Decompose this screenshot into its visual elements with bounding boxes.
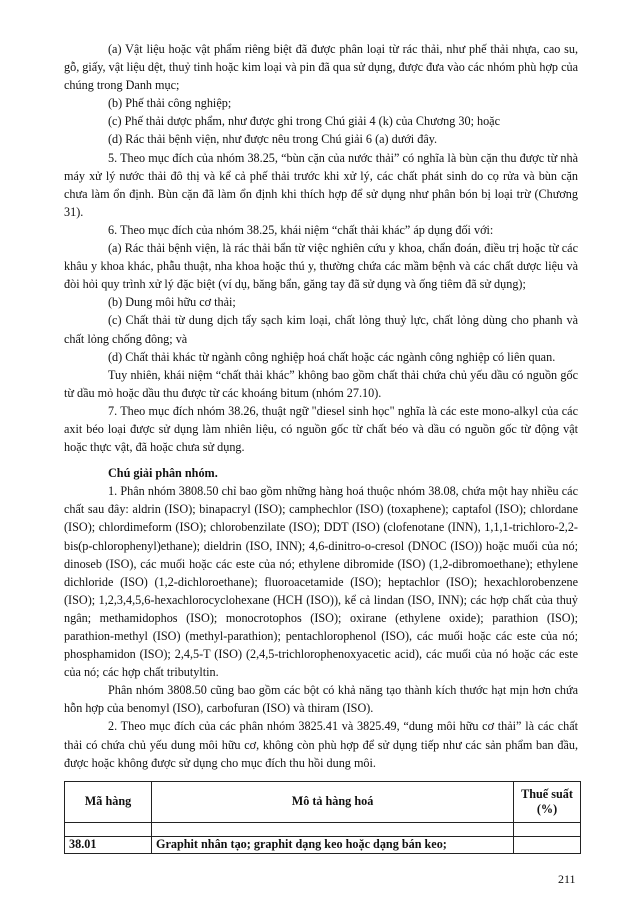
notes-section: [64, 40, 578, 456]
subheading-note-paragraph: 2. Theo mục đích của các phân nhóm 3825.41 và 3825.49, “dung môi hữu cơ thải” là các chất thải có chứa chủ yếu dung môi hữu cơ, không còn phù hợp để sử dụng tiếp như các sản phẩm ban đầu, được hoặc không được sử dụng cho mục đích thu hồi dung môi.: [64, 719, 578, 770]
spacer-cell: [152, 822, 514, 836]
note-paragraph: Tuy nhiên, khái niệm “chất thải khác” không bao gồm chất thải chứa chủ yếu dầu có nguồn gốc từ dầu mỏ hoặc dầu thu được từ các khoáng bitum (nhóm 27.10).: [64, 367, 578, 400]
note-paragraph: (b) Dung môi hữu cơ thải;: [108, 295, 236, 310]
note-paragraph: (b) Phế thải công nghiệp;: [108, 96, 232, 111]
tariff-table: [64, 781, 581, 854]
note-paragraph: 5. Theo mục đích của nhóm 38.25, “bùn cặn của nước thải” có nghĩa là bùn cặn thu được từ nhà máy xử lý nước thải đô thị và kể cả phế thải trước khi xử lý, các chất phát sinh do cọ rửa và bùn cặn chưa làm ổn định. Bùn cặn đã làm ổn định khi thích hợp để sử dụng như phân bón bị loại trừ (Chương 31).: [64, 150, 578, 219]
note-paragraph: 6. Theo mục đích của nhóm 38.25, khái niệm “chất thải khác” áp dụng đối với:: [108, 222, 494, 237]
table-spacer-row: [65, 822, 581, 836]
row-rate: [514, 836, 581, 853]
header-description: Mô tả hàng hoá: [152, 781, 514, 822]
document-page: [64, 40, 578, 854]
subheading-notes-section: [64, 482, 578, 772]
page-number: 211: [558, 872, 576, 886]
header-code: Mã hàng: [65, 781, 152, 822]
note-paragraph: (c) Phế thải dược phẩm, như được ghi trong Chú giải 4 (k) của Chương 30; hoặc: [108, 114, 501, 129]
note-paragraph: (c) Chất thải từ dung dịch tẩy sạch kim loại, chất lỏng thuỷ lực, chất lỏng dùng cho phanh và chất lỏng chống đông; và: [64, 313, 578, 346]
subheading-note-paragraph: Phân nhóm 3808.50 cũng bao gồm các bột có khả năng tạo thành kích thước hạt mịn hơn chứa hỗn hợp của benomyl (ISO), carbofuran (ISO) và thiram (ISO).: [64, 683, 578, 716]
spacer-cell: [514, 822, 581, 836]
note-paragraph: 7. Theo mục đích nhóm 38.26, thuật ngữ "diesel sinh học" nghĩa là các este mono-alkyl của các axit béo loại được sử dụng làm nhiên liệu, có nguồn gốc từ chất béo và dầu có nguồn gốc từ động vật hoặc thực vật, đã hoặc chưa sử dụng.: [64, 403, 578, 455]
note-paragraph: (d) Rác thải bệnh viện, như được nêu trong Chú giải 6 (a) dưới đây.: [108, 132, 438, 147]
spacer-cell: [65, 822, 152, 836]
table-header-row: [65, 781, 581, 822]
subheading-note-paragraph: 1. Phân nhóm 3808.50 chỉ bao gồm những hàng hoá thuộc nhóm 38.08, chứa một hay nhiều các chất sau đây: aldrin (ISO); binapacryl (ISO); camphechlor (ISO) (toxaphene); captafol (ISO); chlordane (ISO); chlordimeform (ISO); chlorobenzilate (ISO); DDT (ISO) (clofenotane (INN), 1,1,1-trichloro-2,2-bis(p-chlorophenyl)ethane); dieldrin (ISO, INN); 4,6-dinitro-o-cresol (DNOC (ISO)) hoặc muối của nó; dinoseb (ISO), các muối hoặc các este của nó; ethylene dibromide (ISO) (1,2-dibromoethane); ethylene dichloride (ISO) (1,2-dichloroethane); fluoroacetamide (ISO); heptachlor (ISO); hexachlorobenzene (ISO); 1,2,3,4,5,6-hexachlorocyclohexane (HCH (ISO)), kể cả lindan (ISO, INN); các hợp chất của thuỷ ngân; methamidophos (ISO); monocrotophos (ISO); oxirane (ethylene oxide); parathion (ISO); parathion-methyl (ISO) (methyl-parathion); pentachlorophenol (ISO), các muối hoặc các este của nó; phosphamidon (ISO); 2,4,5-T (ISO) (2,4,5-trichlorophenoxyacetic acid), các muối của nó hoặc các este của nó; các hợp chất tributyltin.: [64, 484, 578, 680]
subheading-notes-title: Chú giải phân nhóm.: [108, 466, 218, 481]
note-paragraph: (d) Chất thải khác từ ngành công nghiệp hoá chất hoặc các ngành công nghiệp có liên quan.: [108, 349, 556, 364]
note-paragraph: (a) Vật liệu hoặc vật phẩm riêng biệt đã được phân loại từ rác thải, như phế thải nhựa, cao su, gỗ, giấy, vật liệu dệt, thuỷ tinh hoặc kim loại và pin đã qua sử dụng, được đưa vào các nhóm phù hợp của chúng trong Danh mục;: [64, 42, 578, 93]
table-row: [65, 836, 581, 853]
row-code: 38.01: [65, 836, 152, 853]
header-rate: Thuế suất (%): [514, 781, 581, 822]
row-description: Graphit nhân tạo; graphit dạng keo hoặc dạng bán keo;: [152, 836, 514, 853]
note-paragraph: (a) Rác thải bệnh viện, là rác thải bẩn từ việc nghiên cứu y khoa, chẩn đoán, điều trị hoặc từ các khâu y khoa khác, phẫu thuật, nha khoa hoặc thú y, thường chứa các mầm bệnh và các chất dược liệu và đòi hỏi quy trình xử lý đặc biệt (ví dụ, băng bẩn, găng tay đã sử dụng và ống tiêm đã sử dụng);: [64, 241, 578, 292]
